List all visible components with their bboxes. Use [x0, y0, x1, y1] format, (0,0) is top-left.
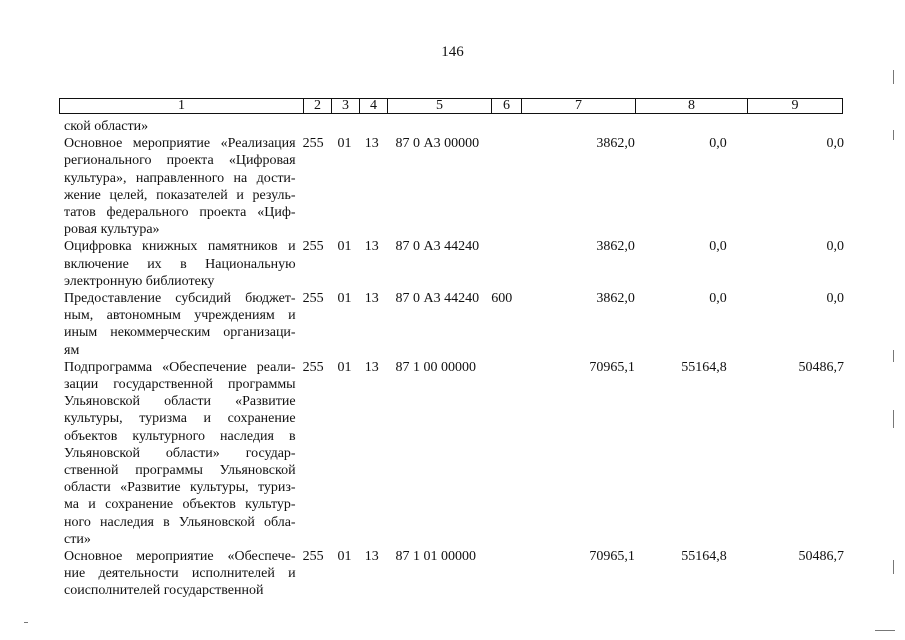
row-name-line: ным, автономным учреждениям и [64, 308, 296, 324]
row-target-article: 87 0 А3 00000 [395, 136, 480, 152]
header-col-7: 7 [522, 99, 636, 113]
row-name-line: сти» [64, 531, 91, 547]
row-target-article [385, 118, 491, 135]
row-name-line: жение целей, показателей и резуль- [64, 187, 296, 203]
row-value-col7: 3862,0 [596, 136, 635, 152]
row-expense-type [491, 135, 530, 238]
row-name-line: ской области» [64, 119, 149, 134]
scan-artifact [893, 560, 894, 574]
row-name-line: ровая культура» [64, 222, 160, 238]
row-name [64, 118, 296, 135]
row-value-col9: 0,0 [826, 291, 845, 307]
row-name-line: включение их в Национальную [64, 256, 296, 272]
header-col-3: 3 [332, 99, 360, 113]
row-name [64, 548, 296, 600]
row-expense-type [491, 238, 530, 290]
table-row [64, 238, 844, 290]
table-row [64, 359, 844, 548]
row-name [64, 290, 296, 359]
row-subsection: 13 [364, 549, 379, 565]
row-value-col7: 3862,0 [596, 239, 635, 255]
table-body [64, 118, 844, 600]
row-value-col9: 0,0 [826, 239, 845, 255]
row-code: 255 [302, 291, 324, 307]
row-value-col8: 0,0 [709, 136, 727, 152]
row-expense-type [491, 118, 530, 135]
row-value-col9: 50486,7 [798, 549, 845, 565]
row-value-col8 [635, 118, 727, 135]
row-name-line: ма и сохранение объектов культур- [64, 497, 296, 513]
row-section [331, 118, 358, 135]
page-number: 146 [441, 44, 464, 60]
row-code: 255 [302, 239, 324, 255]
row-name-line: Подпрограмма «Обеспечение реали- [64, 359, 296, 375]
row-name-line: Ульяновской области «Развитие [64, 394, 296, 410]
row-name-line: зации государственной программы [64, 377, 296, 393]
row-expense-type [491, 548, 530, 600]
scan-artifact [24, 622, 28, 623]
row-name-line: иным некоммерческим организаци- [64, 325, 296, 341]
row-name-line: объектов культурного наследия в [64, 428, 296, 444]
row-name-line: ние деятельности исполнителей и [64, 566, 296, 582]
row-subsection [358, 118, 385, 135]
row-section: 01 [337, 359, 352, 375]
row-name [64, 238, 296, 290]
table-header-row [59, 98, 843, 114]
row-name-line: культуры, туризма и сохранение [64, 411, 296, 427]
row-name-line: области «Развитие культуры, туриз- [64, 480, 296, 496]
row-name [64, 359, 296, 548]
row-target-article: 87 0 А3 44240 [395, 239, 480, 255]
row-code: 255 [302, 136, 324, 152]
table-row [64, 548, 844, 600]
row-expense-type [491, 359, 530, 548]
row-subsection: 13 [364, 136, 379, 152]
header-col-9: 9 [791, 98, 799, 113]
row-subsection: 13 [364, 291, 379, 307]
row-section: 01 [337, 291, 352, 307]
row-name [64, 135, 296, 238]
row-section: 01 [337, 136, 352, 152]
row-expense-type: 600 [491, 291, 513, 307]
row-name-line: Предоставление субсидий бюджет- [64, 291, 296, 307]
row-section: 01 [337, 239, 352, 255]
row-name-line: регионального проекта «Цифровая [64, 153, 296, 169]
header-col-6: 6 [492, 99, 522, 113]
header-col-1: 1 [60, 99, 304, 113]
row-value-col9: 50486,7 [798, 359, 845, 375]
row-target-article: 87 0 А3 44240 [395, 291, 480, 307]
row-name-line: ного наследия в Ульяновской обла- [64, 514, 296, 530]
header-col-2: 2 [304, 99, 332, 113]
row-name-line: Основное мероприятие «Обеспече- [64, 549, 296, 565]
row-value-col8: 0,0 [709, 239, 727, 255]
row-name-line: Ульяновской области» государ- [64, 445, 296, 461]
row-code: 255 [302, 549, 324, 565]
row-value-col9: 0,0 [826, 136, 845, 152]
row-name-line: татов федерального проекта «Циф- [64, 205, 296, 221]
row-value-col7 [530, 118, 635, 135]
row-name-line: культура», направленного на дости- [64, 170, 296, 186]
row-value-col9 [727, 118, 844, 135]
row-name-line: ям [64, 342, 80, 358]
row-value-col7: 3862,0 [596, 291, 635, 307]
row-section: 01 [337, 549, 352, 565]
row-target-article: 87 1 01 00000 [395, 549, 476, 565]
row-value-col7: 70965,1 [589, 549, 635, 565]
scan-artifact [893, 70, 894, 84]
table-row [64, 135, 844, 238]
table-row [64, 118, 844, 135]
row-name-line: Оцифровка книжных памятников и [64, 239, 296, 255]
row-subsection: 13 [364, 359, 379, 375]
row-value-col8: 55164,8 [681, 549, 727, 565]
row-value-col8: 0,0 [709, 291, 727, 307]
header-col-5: 5 [388, 99, 492, 113]
row-value-col8: 55164,8 [681, 359, 727, 375]
scan-artifact [893, 410, 894, 428]
scan-artifact [893, 130, 894, 140]
row-name-line: ственной программы Ульяновской [64, 463, 296, 479]
table-row [64, 290, 844, 359]
scan-artifact [875, 630, 895, 631]
row-name-line: электронную библиотеку [64, 273, 215, 289]
row-code: 255 [302, 359, 324, 375]
row-name-line: соисполнителей государственной [64, 583, 264, 599]
row-subsection: 13 [364, 239, 379, 255]
row-name-line: Основное мероприятие «Реализация [64, 136, 296, 152]
header-col-8: 8 [636, 99, 748, 113]
row-value-col7: 70965,1 [589, 359, 635, 375]
row-target-article: 87 1 00 00000 [395, 359, 476, 375]
row-code [296, 118, 331, 135]
scan-artifact [893, 350, 894, 362]
header-col-4: 4 [360, 99, 388, 113]
